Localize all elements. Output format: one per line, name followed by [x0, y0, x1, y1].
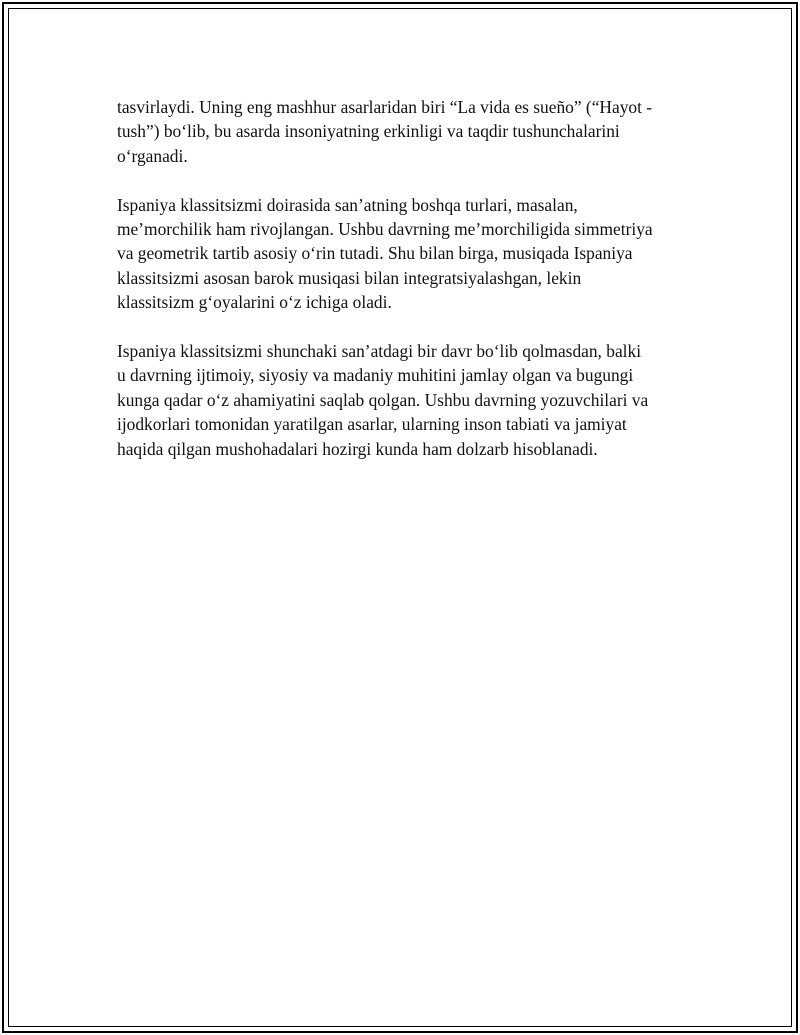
- text-line: klassitsizm g‘oyalarini o‘z ichiga oladi.: [117, 292, 392, 313]
- text-line: ijodkorlari tomonidan yaratilgan asarlar, ularning inson tabiati va jamiyat: [117, 414, 627, 435]
- text-line: me’morchilik ham rivojlangan. Ushbu davrning me’morchiligida simmetriya: [117, 219, 653, 240]
- text-line: kunga qadar o‘z ahamiyatini saqlab qolgan. Ushbu davrning yozuvchilari va: [117, 389, 649, 410]
- document-body: [117, 95, 692, 485]
- text-line: klassitsizmi asosan barok musiqasi bilan integratsiyalashgan, lekin: [117, 267, 582, 288]
- text-line: tush”) bo‘lib, bu asarda insoniyatning erkinligi va taqdir tushunchalarini: [117, 121, 620, 142]
- text-line: o‘rganadi.: [117, 145, 188, 166]
- text-line: haqida qilgan mushohadalari hozirgi kunda ham dolzarb hisoblanadi.: [117, 438, 598, 459]
- text-line: va geometrik tartib asosiy o‘rin tutadi. Shu bilan birga, musiqada Ispaniya: [117, 243, 633, 264]
- text-line: Ispaniya klassitsizmi doirasida san’atning boshqa turlari, masalan,: [117, 194, 578, 215]
- text-line: u davrning ijtimoiy, siyosiy va madaniy muhitini jamlay olgan va bugungi: [117, 365, 634, 386]
- text-line: tasvirlaydi. Uning eng mashhur asarlaridan biri “La vida es sueño” (“Hayot -: [117, 97, 653, 117]
- paragraph-3: [117, 339, 692, 461]
- text-line: Ispaniya klassitsizmi shunchaki san’atdagi bir davr bo‘lib qolmasdan, balki: [117, 341, 642, 362]
- paragraph-1: [117, 95, 692, 168]
- paragraph-2: [117, 193, 692, 315]
